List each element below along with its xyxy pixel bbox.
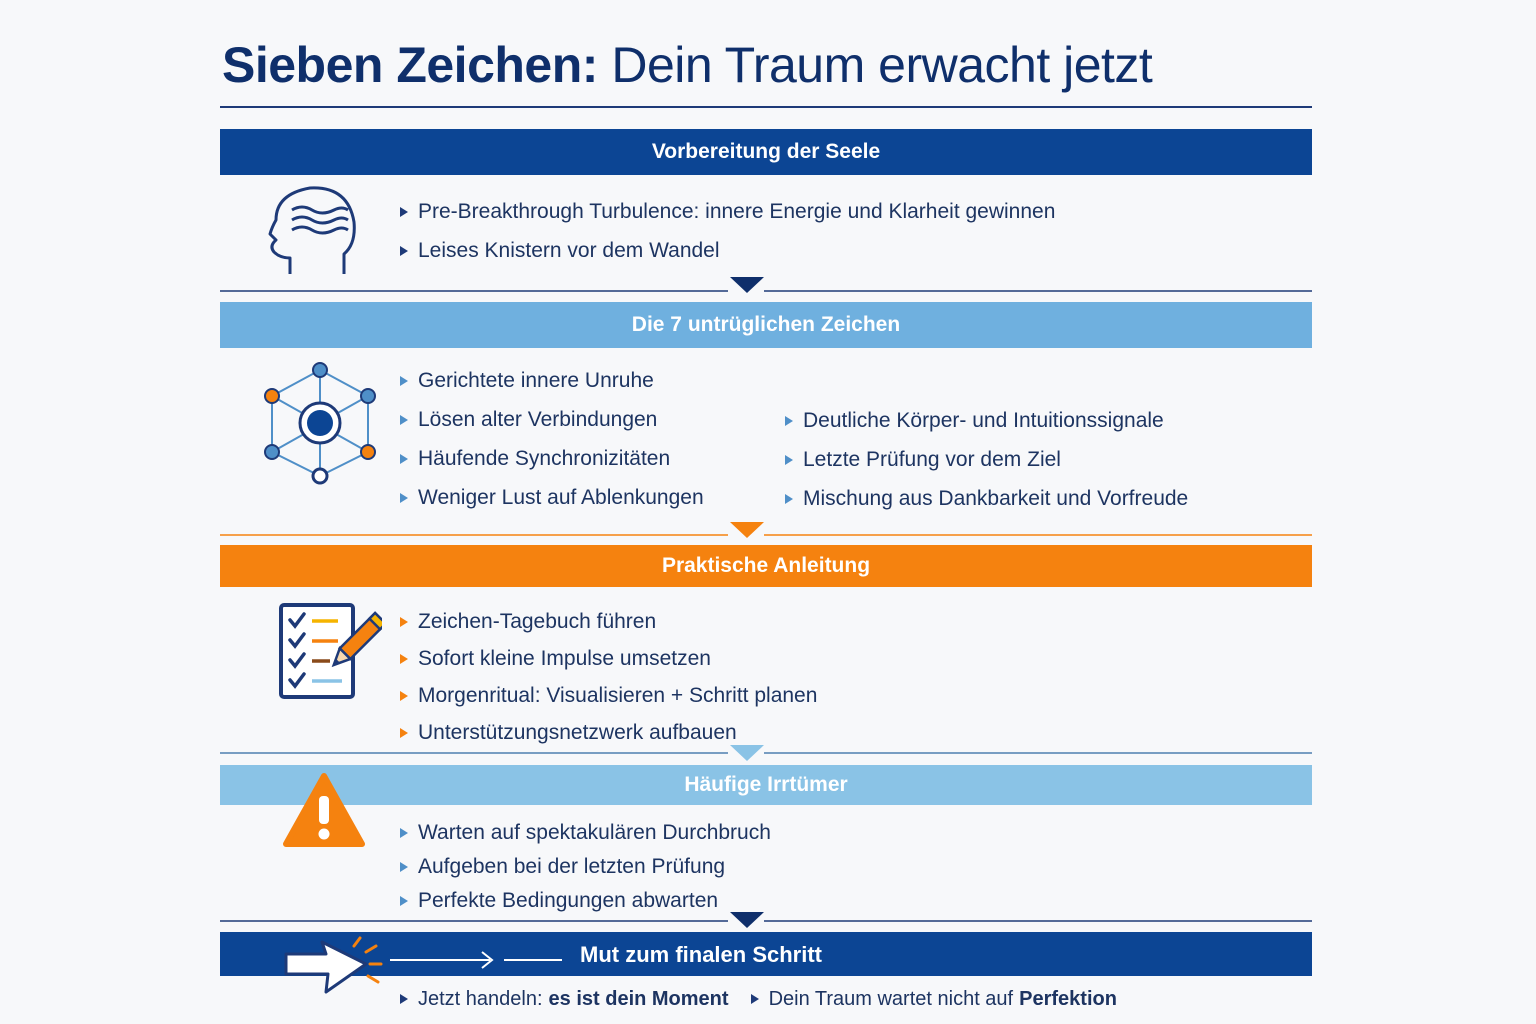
bullet-triangle-icon <box>400 246 408 256</box>
bullet-triangle-icon <box>751 994 759 1004</box>
list-item: Unterstützungsnetzwerk aufbauen <box>400 714 817 751</box>
list-item: Sofort kleine Impulse umsetzen <box>400 640 817 677</box>
section-heading-errors-label: Häufige Irrtümer <box>684 773 848 796</box>
list-item: Morgenritual: Visualisieren + Schritt planen <box>400 677 817 714</box>
title-rest: Dein Traum erwacht jetzt <box>611 37 1153 93</box>
bullet-triangle-icon <box>400 454 408 464</box>
section-heading-final-label: Mut zum finalen Schritt <box>580 942 822 967</box>
list-item: Häufende Synchronizitäten <box>400 439 704 478</box>
guide-list <box>400 603 817 751</box>
signs-right-list <box>785 401 1188 518</box>
list-item: Weniger Lust auf Ablenkungen <box>400 478 704 517</box>
section-heading-prep <box>220 129 1312 175</box>
list-item: Letzte Prüfung vor dem Ziel <box>785 440 1188 479</box>
list-item: Dein Traum wartet nicht auf Perfektion <box>751 984 1117 1014</box>
list-item: Jetzt handeln: es ist dein Moment <box>400 984 729 1014</box>
list-item: Lösen alter Verbindungen <box>400 400 704 439</box>
network-hexagon-icon <box>258 360 382 486</box>
title-bold-part: Sieben Zeichen: <box>222 37 598 93</box>
title-divider <box>220 106 1312 108</box>
section-heading-prep-label: Vorbereitung der Seele <box>651 140 881 163</box>
bullet-triangle-icon <box>785 494 793 504</box>
section-heading-signs-label: Die 7 untrüglichen Zeichen <box>631 313 901 336</box>
list-item: Leises Knistern vor dem Wandel <box>400 231 1055 270</box>
section-heading-guide-label: Praktische Anleitung <box>661 554 871 577</box>
errors-list <box>400 816 771 918</box>
bullet-triangle-icon <box>400 207 408 217</box>
bullet-triangle-icon <box>400 493 408 503</box>
bullet-triangle-icon <box>400 376 408 386</box>
checklist-pencil-icon <box>278 602 382 700</box>
bullet-triangle-icon <box>400 691 408 701</box>
bullet-triangle-icon <box>785 416 793 426</box>
bullet-triangle-icon <box>400 896 408 906</box>
list-item: Gerichtete innere Unruhe <box>400 361 704 400</box>
divider-with-arrow <box>220 906 1312 930</box>
list-item: Deutliche Körper- und Intuitionssignale <box>785 401 1188 440</box>
warning-triangle-icon <box>282 772 366 848</box>
bullet-triangle-icon <box>400 994 408 1004</box>
list-item: Warten auf spektakulären Durchbruch <box>400 816 771 850</box>
section-heading-signs <box>220 302 1312 348</box>
final-list <box>400 984 1117 1014</box>
bullet-triangle-icon <box>400 654 408 664</box>
list-item: Zeichen-Tagebuch führen <box>400 603 817 640</box>
list-item: Pre-Breakthrough Turbulence: innere Energie und Klarheit gewinnen <box>400 192 1055 231</box>
list-item: Aufgeben bei der letzten Prüfung <box>400 850 771 884</box>
divider-with-arrow <box>220 737 1312 763</box>
divider-with-arrow <box>220 274 1312 298</box>
section-heading-guide <box>220 545 1312 587</box>
list-item: Perfekte Bedingungen abwarten <box>400 884 771 918</box>
page-title <box>222 36 1152 94</box>
list-item: Mischung aus Dankbarkeit und Vorfreude <box>785 479 1188 518</box>
signs-left-list <box>400 361 704 517</box>
head-waves-icon <box>262 182 362 282</box>
section-heading-errors <box>220 765 1312 805</box>
prep-list <box>400 192 1055 270</box>
divider-with-arrow <box>220 518 1312 542</box>
bullet-triangle-icon <box>785 455 793 465</box>
bullet-triangle-icon <box>400 862 408 872</box>
bullet-triangle-icon <box>400 617 408 627</box>
bullet-triangle-icon <box>400 415 408 425</box>
bullet-triangle-icon <box>400 728 408 738</box>
bullet-triangle-icon <box>400 828 408 838</box>
